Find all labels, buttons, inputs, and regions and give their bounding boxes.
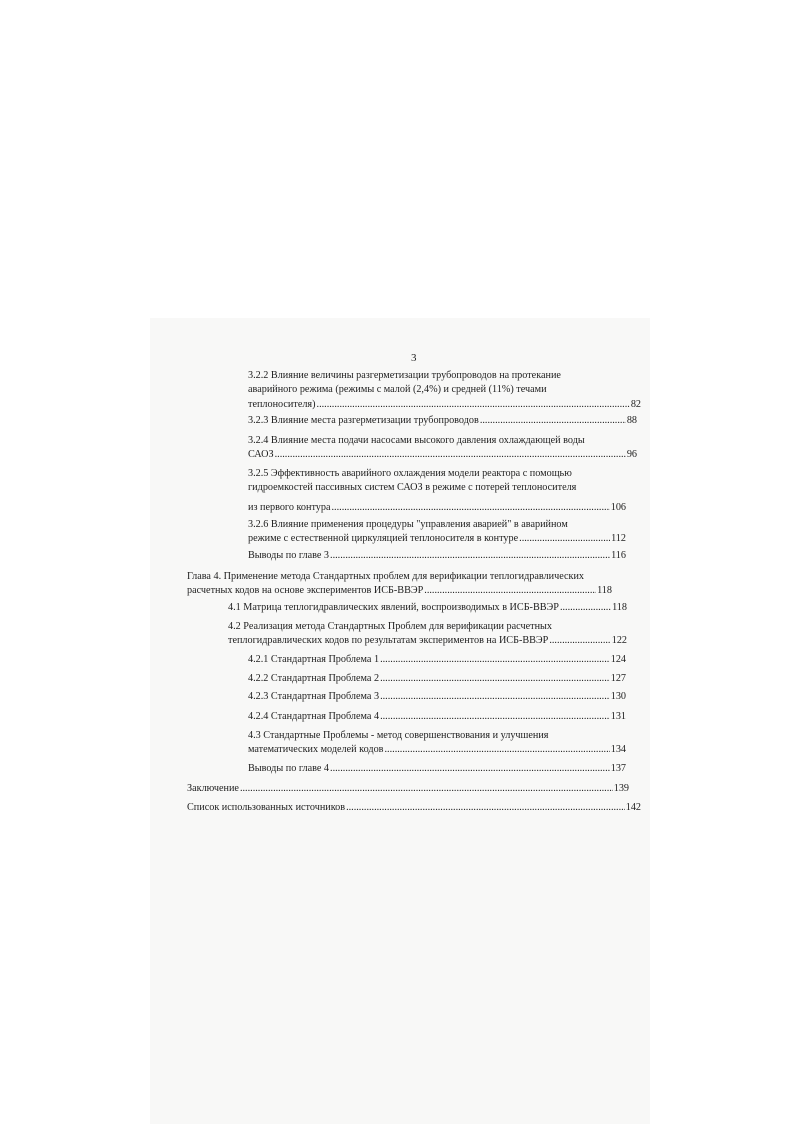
toc-entry-last-line [248, 414, 637, 428]
dot-leader [332, 501, 610, 515]
toc-entry-title: 4.2.3 Стандартная Проблема 3 [248, 691, 380, 702]
toc-entry-line: 3.2.6 Влияние применения процедуры "управления аварией" в аварийном [248, 519, 568, 530]
toc-entry[interactable] [248, 369, 641, 412]
toc-page-number: 124 [610, 654, 626, 665]
toc-entry[interactable] [248, 549, 626, 563]
toc-entry-line: аварийного режима (режимы с малой (2,4%) и средней (11%) течами [248, 384, 547, 396]
toc-entry[interactable] [187, 782, 629, 796]
toc-entry-last-line [187, 782, 629, 796]
toc-entry-line: 3.2.5 Эффективность аварийного охлаждения модели реактора с помощью [248, 468, 572, 479]
toc-entry-last-line [228, 601, 627, 615]
toc-entry[interactable] [248, 762, 626, 776]
toc-entry-last-line [248, 549, 626, 563]
toc-page-number: 88 [626, 415, 637, 426]
dot-leader [424, 584, 596, 598]
toc-entry-last-line [248, 398, 641, 412]
toc-entry-title: режиме с естественной циркуляцией теплоносителя в контуре [248, 533, 519, 545]
toc-entry-line: 3.2.2 Влияние величины разгерметизации трубопроводов на протекание [248, 370, 561, 381]
toc-entry-line: гидроемкостей пассивных систем САОЗ в режиме с потерей теплоносителя [248, 482, 577, 493]
dot-leader [317, 398, 630, 412]
toc-entry-title: из первого контура [248, 502, 331, 513]
dot-leader [385, 743, 610, 757]
toc-entry-last-line [248, 672, 626, 686]
toc-entry-title: Заключение [187, 783, 239, 794]
toc-page-number: 118 [597, 585, 612, 597]
toc-entry-title: Выводы по главе 4 [248, 763, 330, 774]
toc-entry[interactable] [187, 570, 612, 599]
toc-entry-line: Глава 4. Применение метода Стандартных проблем для верификации теплогидравлических [187, 571, 584, 582]
toc-entry-title: 4.1 Матрица теплогидравлических явлений, воспроизводимых в ИСБ-ВВЭР [228, 602, 559, 613]
dot-leader [346, 801, 625, 815]
toc-entry[interactable] [248, 729, 626, 758]
toc-entry[interactable] [248, 518, 626, 547]
toc-page-number: 82 [630, 398, 641, 410]
toc-entry-last-line [248, 532, 626, 546]
toc-entry-last-line [187, 801, 641, 815]
dot-leader [519, 532, 610, 546]
dot-leader [560, 601, 611, 615]
toc-page-number: 122 [611, 635, 627, 647]
toc-entry[interactable] [248, 414, 637, 428]
toc-page-number: 130 [610, 691, 626, 702]
toc-entry-title: Список использованных источников [187, 802, 346, 813]
toc-entry-last-line [248, 448, 637, 462]
toc-entry[interactable] [248, 672, 626, 686]
toc-entry-last-line [228, 634, 627, 648]
toc-entry-title: САОЗ [248, 449, 274, 461]
toc-page-number: 127 [610, 673, 626, 684]
toc-page-number: 131 [610, 711, 626, 722]
dot-leader [240, 782, 613, 796]
toc-entry-title: 4.2.4 Стандартная Проблема 4 [248, 711, 380, 722]
toc-entry-title: расчетных кодов на основе экспериментов ИСБ-ВВЭР [187, 585, 424, 597]
toc-page-number: 142 [625, 802, 641, 813]
toc-entry[interactable] [228, 601, 627, 615]
toc-entry-title: математических моделей кодов [248, 744, 384, 756]
dot-leader [549, 634, 610, 648]
toc-entry-last-line [248, 710, 626, 724]
toc-entry-title: теплоносителя) [248, 398, 316, 410]
dot-leader [330, 549, 610, 563]
toc-page-number: 118 [612, 602, 627, 613]
toc-page-number: 112 [611, 533, 626, 545]
dot-leader [480, 414, 626, 428]
dot-leader [330, 762, 610, 776]
toc-page-number: 134 [610, 744, 626, 756]
toc-entry[interactable] [248, 653, 626, 667]
dot-leader [380, 710, 610, 724]
toc-entry-title: теплогидравлических кодов по результатам экспериментов на ИСБ-ВВЭР [228, 635, 549, 647]
toc-entry[interactable] [248, 434, 637, 463]
toc-entry-title: 4.2.1 Стандартная Проблема 1 [248, 654, 380, 665]
toc-entry[interactable] [248, 690, 626, 704]
toc-entry-last-line [248, 653, 626, 667]
toc-entry-last-line [187, 584, 612, 598]
toc-entry-title: 4.2.2 Стандартная Проблема 2 [248, 673, 380, 684]
toc-entry-line: 4.3 Стандартные Проблемы - метод совершенствования и улучшения [248, 730, 549, 741]
toc-page-number: 137 [610, 763, 626, 774]
toc-entry[interactable] [248, 710, 626, 724]
toc-page-number: 96 [626, 449, 637, 461]
dot-leader [275, 448, 626, 462]
dot-leader [380, 690, 610, 704]
toc-entry[interactable] [228, 620, 627, 649]
dot-leader [380, 672, 610, 686]
toc-page-number: 106 [610, 502, 626, 513]
toc-page-number: 139 [613, 783, 629, 794]
dot-leader [380, 653, 610, 667]
toc-entry-title: 3.2.3 Влияние места разгерметизации трубопроводов [248, 415, 479, 426]
toc-entry-title: Выводы по главе 3 [248, 550, 330, 561]
toc-entry-last-line [248, 690, 626, 704]
page-number: 3 [411, 352, 417, 364]
toc-page-number: 116 [611, 550, 626, 561]
toc-entry-line: 3.2.4 Влияние места подачи насосами высокого давления охлаждающей воды [248, 435, 585, 446]
toc-entry-last-line [248, 743, 626, 757]
toc-entry-line: 4.2 Реализация метода Стандартных Проблем для верификации расчетных [228, 621, 552, 632]
toc-entry-last-line [248, 501, 626, 515]
toc-entry[interactable] [187, 801, 641, 815]
toc-entry-last-line [248, 762, 626, 776]
